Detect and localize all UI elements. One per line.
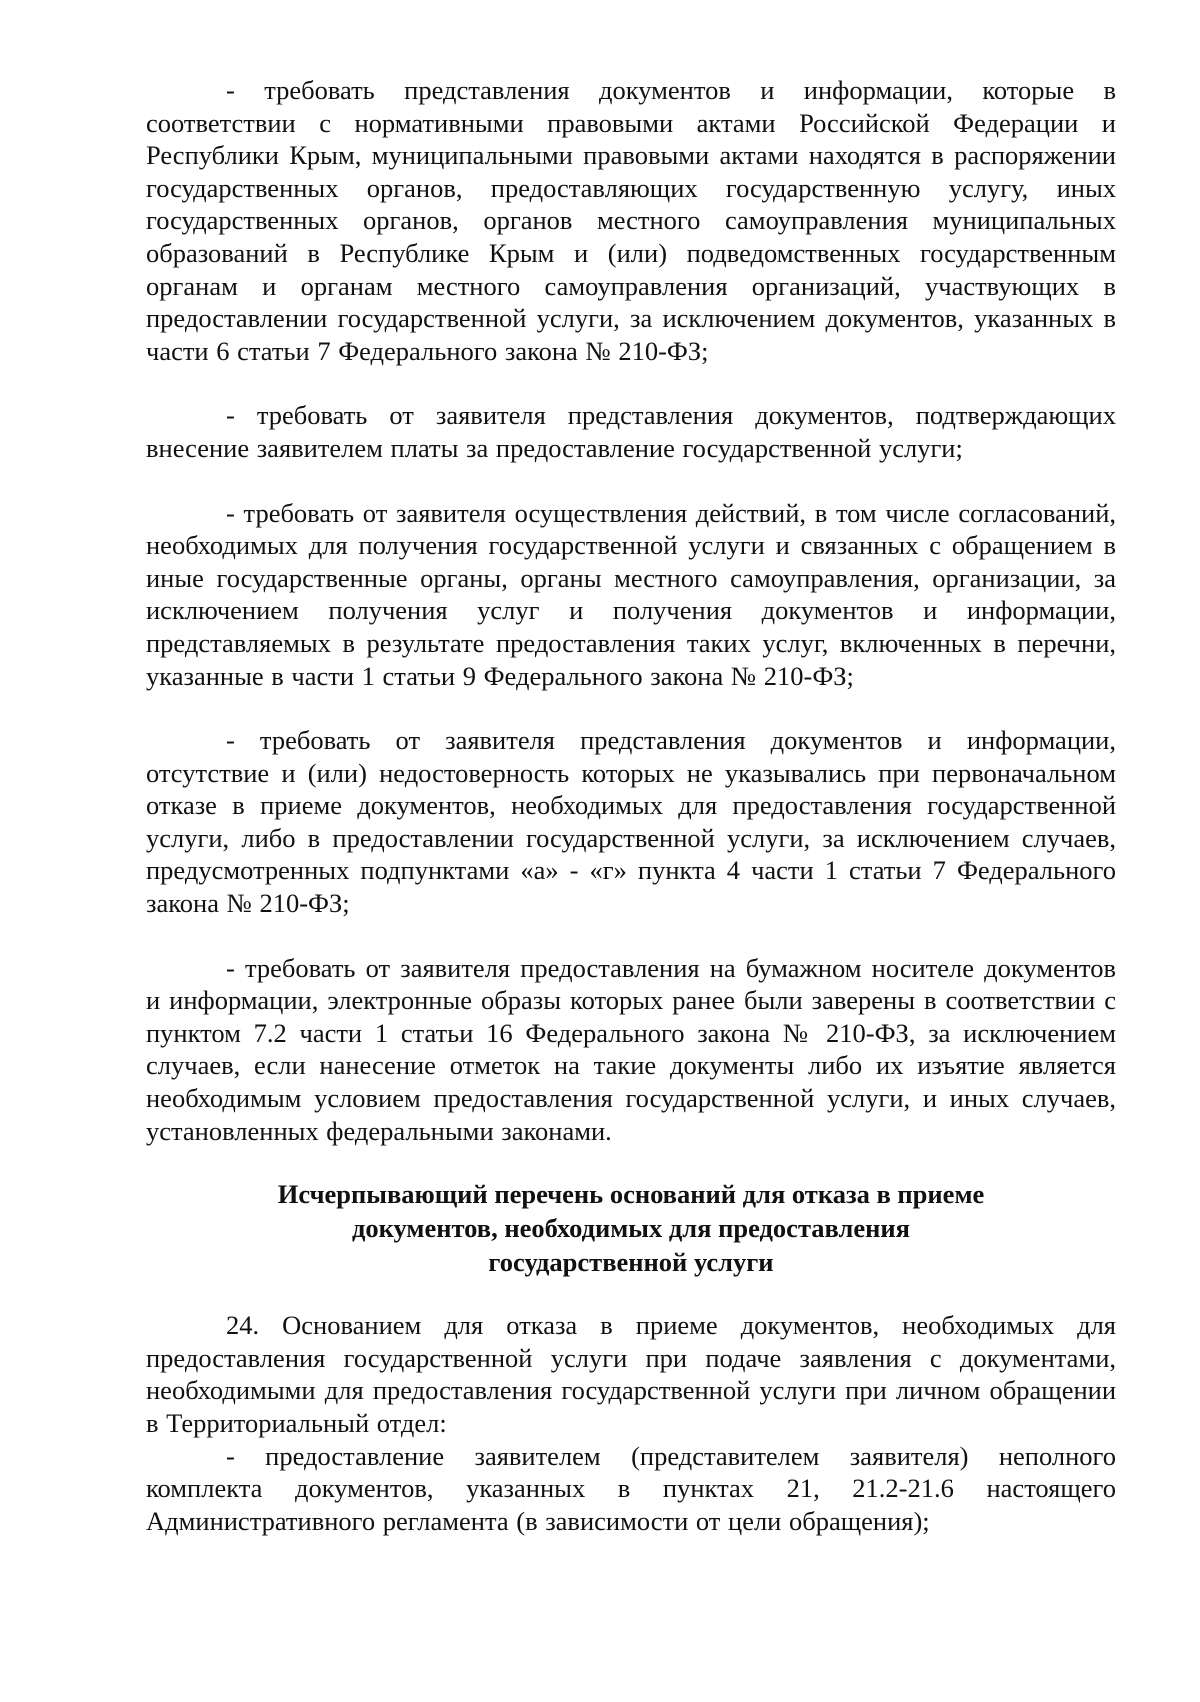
paragraph-requirement-3: - требовать от заявителя осуществления действий, в том числе согласований, необходимых для получения государственной услуги и связанных с обращением в иные государственные органы, органы местного самоуправления, организации, за исключением получения услуг и получения документов и информации, представляемых в результате предоставления таких услуг, включенных в перечни, указанные в части 1 статьи 9 Федерального закона № 210-ФЗ; — [146, 497, 1116, 691]
paragraph-24: 24. Основанием для отказа в приеме документов, необходимых для предоставления государственной услуги при подаче заявления с документами, необходимыми для предоставления государственной услуги при личном обращении в Территориальный отдел: — [146, 1310, 1116, 1438]
document-page — [146, 74, 1116, 1537]
paragraph-requirement-5: - требовать от заявителя предоставления на бумажном носителе документов и информации, электронные образы которых ранее были заверены в соответствии с пунктом 7.2 части 1 статьи 16 Федерального закона № 210-ФЗ, за исключением случаев, если нанесение отметок на такие документы либо их изъятие является необходимым условием предоставления государственной услуги, и иных случаев, установленных федеральными законами. — [146, 952, 1116, 1146]
section-heading-line-2: документов, необходимых для предоставления — [351, 1213, 910, 1244]
section-heading-line-1: Исчерпывающий перечень оснований для отказа в приеме — [277, 1179, 985, 1210]
section-heading — [146, 1177, 1116, 1279]
paragraph-requirement-4: - требовать от заявителя представления документов и информации, отсутствие и (или) недостоверность которых не указывались при первоначальном отказе в приеме документов, необходимых для предоставления государственной услуги, либо в предоставлении государственной услуги, за исключением случаев, предусмотренных подпунктами «а» - «г» пункта 4 части 1 статьи 7 Федерального закона № 210-ФЗ; — [146, 725, 1116, 919]
section-heading-line-3: государственной услуги — [488, 1247, 774, 1278]
paragraph-requirement-1: - требовать представления документов и информации, которые в соответствии с нормативными правовыми актами Российской Федерации и Республики Крым, муниципальными правовыми актами находятся в распоряжении государственных органов, предоставляющих государственную услугу, иных государственных органов, органов местного самоуправления муниципальных образований в Республике Крым и (или) подведомственных государственным органам и органам местного самоуправления организаций, участвующих в предоставлении государственной услуги, за исключением документов, указанных в части 6 статьи 7 Федерального закона № 210-ФЗ; — [146, 75, 1116, 366]
paragraph-requirement-2: - требовать от заявителя представления документов, подтверждающих внесение заявителем платы за предоставление государственной услуги; — [146, 400, 1116, 463]
paragraph-refusal-ground-1: - предоставление заявителем (представителем заявителя) неполного комплекта документов, указанных в пунктах 21, 21.2-21.6 настоящего Административного регламента (в зависимости от цели обращения); — [146, 1440, 1116, 1536]
